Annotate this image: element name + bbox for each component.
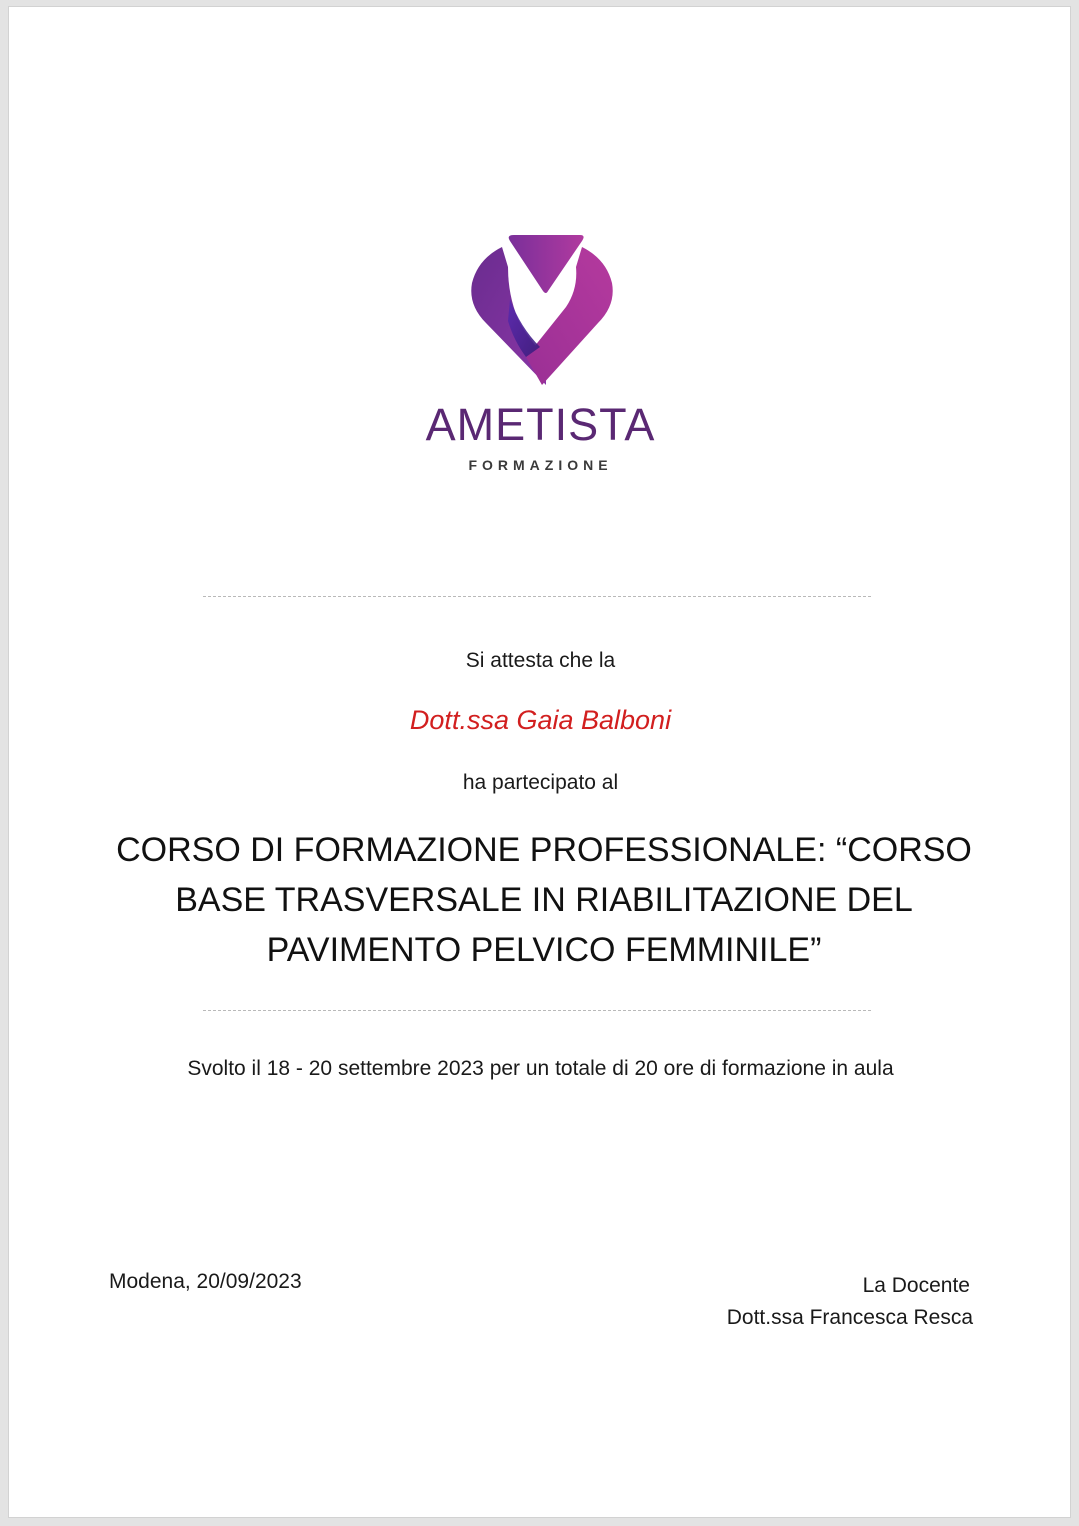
participation-text: ha partecipato al	[462, 771, 619, 794]
divider-top	[203, 596, 871, 597]
signature-block	[727, 1270, 973, 1334]
divider-bottom	[203, 1010, 871, 1011]
brand-subtitle: FORMAZIONE	[468, 457, 613, 473]
course-title: CORSO DI FORMAZIONE PROFESSIONALE: “CORSO BASE TRASVERSALE IN RIABILITAZIONE DEL PAVIMENTO PELVICO FEMMINILE”	[116, 831, 972, 969]
attestation-intro: Si attesta che la	[465, 649, 616, 672]
recipient-name: Dott.ssa Gaia Balboni	[409, 705, 672, 735]
certificate-page	[8, 6, 1071, 1518]
brand-name: AMETISTA	[425, 399, 656, 450]
teacher-role: La Docente	[862, 1274, 970, 1297]
place-date: Modena, 20/09/2023	[109, 1270, 302, 1293]
amethyst-heart-icon	[468, 229, 616, 385]
course-details: Svolto il 18 - 20 settembre 2023 per un totale di 20 ore di formazione in aula	[187, 1057, 894, 1080]
teacher-name: Dott.ssa Francesca Resca	[726, 1306, 973, 1329]
